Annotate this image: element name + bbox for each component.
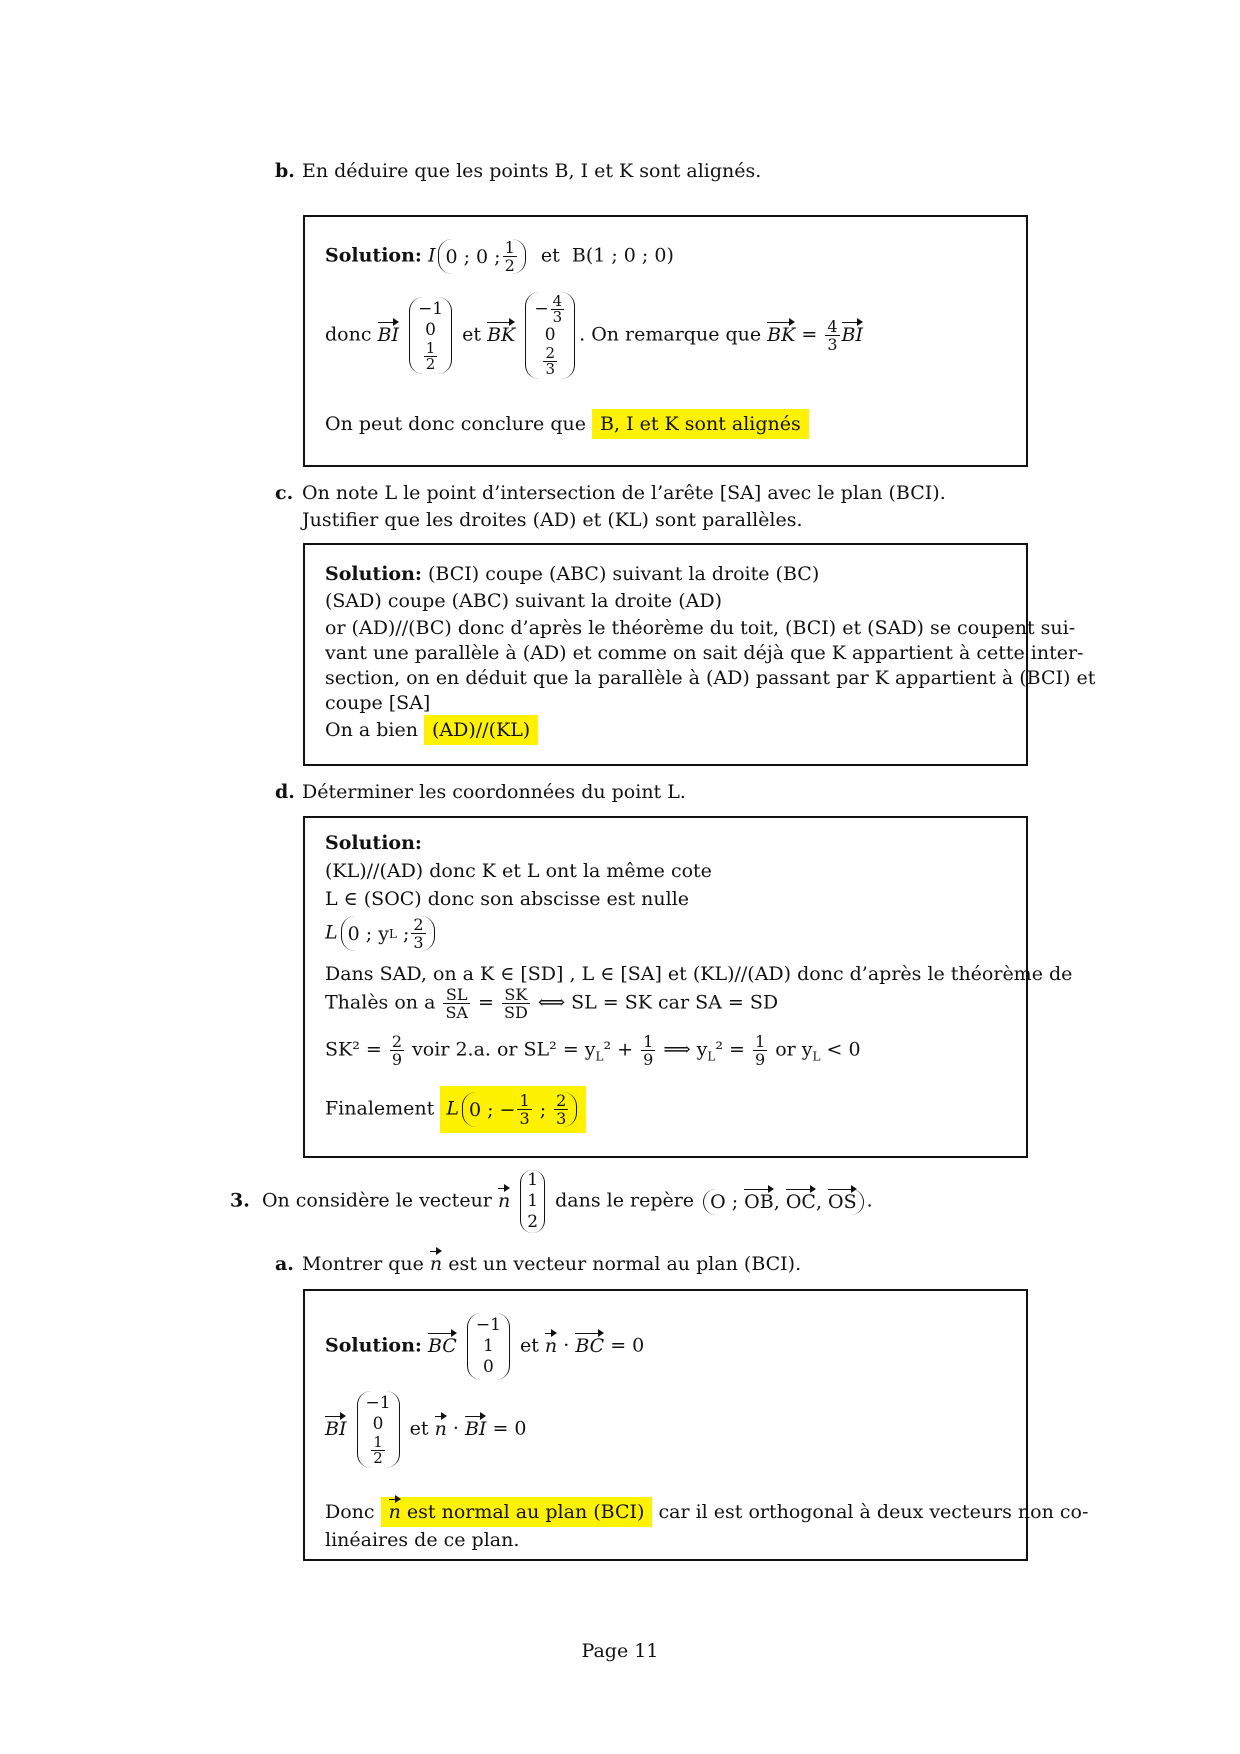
question-text-1: On note L le point d’intersection de l’arête [SA] avec le plan (BCI). — [302, 482, 946, 504]
solution-b-line3: On peut donc conclure que B, I et K sont alignés — [325, 413, 809, 435]
frame: O ; OB , OC , OS — [703, 1189, 864, 1215]
highlight-conclusion: B, I et K sont alignés — [592, 409, 809, 439]
vector-bc: BC — [427, 1334, 457, 1357]
solution-label: Solution: — [325, 832, 422, 854]
question-label: d. — [275, 781, 295, 803]
vector-bk: BK — [487, 323, 516, 346]
highlight-conclusion: L 0 ; − $\frac{1}{3}$ ; $\frac{2}{3}$ — [440, 1086, 586, 1133]
point-i: I — [427, 244, 436, 267]
coords-i: 0 ; 0 ; $\frac{1}{2}$ — [438, 239, 525, 274]
solution-label: Solution: — [325, 563, 422, 585]
solution-box-c: Solution: (BCI) coupe (ABC) suivant la droite (BC) (SAD) coupe (ABC) suivant la droite (AD) or (AD)//(BC) donc d’après le théorème du toit, (BCI) et (SAD) se coupent sui- vant une parallèle à (AD) et comme on sait déjà que K appartient à cette inter- section, on en déduit que la parallèle à (AD) passant par K appartient à (BCI) et coupe [SA] On a bien (AD)//(KL) — [303, 543, 1028, 766]
highlight-conclusion: n est normal au plan (BCI) — [381, 1497, 653, 1527]
vector-n: n — [497, 1189, 511, 1212]
question-label: b. — [275, 160, 295, 182]
solution-box-b — [303, 215, 1028, 467]
point-b-coords: B(1 ; 0 ; 0) — [571, 244, 674, 267]
question-label: 3. — [230, 1189, 250, 1212]
solution-b-line1: Solution: I 0 ; 0 ; $\frac{1}{2}$ et B(1 ; 0 ; 0) — [325, 238, 674, 275]
question-3: 3. On considère le vecteur n 1 1 2 dans le repère O ; OB , OC , OS . — [230, 1170, 873, 1232]
solution-b-line2: donc BI −1 0 $\frac{1}{2}$ et BK − $\frac{4}{3}$ 0 $\frac{2}{3}$ . On remarque que BK = $\frac{4}{3}$ BI — [325, 292, 863, 378]
column-bk: − $\frac{4}{3}$ 0 $\frac{2}{3}$ — [525, 292, 575, 379]
question-text-2: Justifier que les droites (AD) et (KL) sont parallèles. — [302, 509, 803, 531]
question-text: Déterminer les coordonnées du point L. — [302, 781, 686, 803]
vector-bi: BI — [377, 323, 399, 346]
solution-label: Solution: — [325, 1334, 422, 1357]
column-n: 1 1 2 — [520, 1170, 545, 1233]
vector-n: n — [429, 1253, 443, 1275]
highlight-conclusion: (AD)//(KL) — [424, 715, 538, 745]
vector-bi: BI — [325, 1417, 347, 1440]
question-text: En déduire que les points B, I et K sont alignés. — [302, 160, 762, 182]
question-label: a. — [275, 1253, 294, 1275]
solution-box-d: Solution: (KL)//(AD) donc K et L ont la même cote L ∈ (SOC) donc son abscisse est nulle L 0 ; y L ; $\frac{2}{3}$ Dans SAD, on a K ∈ [SD] , L ∈ [SA] et (KL)//(AD) donc d’après le théorème de Thalès on a $\frac{SL}{SA}$ = $\frac{SK}{SD}$ ⟺ SL = SK car SA = SD SK² = $\frac{2}{9}$ voir 2.a. or $SL^2 = y_L^2$ + $\frac{1}{9}$ ⟹ $y_L^2$ = $\frac{1}{9}$ or $y_L < 0$ Finalement L 0 ; − $\frac{1}{3}$ ; $\frac{2}{3}$ — [303, 816, 1028, 1158]
column-bi: −1 0 $\frac{1}{2}$ — [409, 297, 452, 374]
question-label: c. — [275, 482, 294, 504]
page-number: Page 11 — [581, 1640, 659, 1662]
solution-label: Solution: — [325, 244, 422, 267]
solution-box-3a: Solution: BC −1 1 0 et n · BC = 0 BI −1 0 $\frac{1}{2}$ et n · BI = 0 Donc n est normal au plan (BCI) car il est orthogonal à deux vecteurs non co- linéaires de ce plan. — [303, 1289, 1028, 1561]
column-bc: −1 1 0 — [467, 1313, 510, 1380]
column-bi: −1 0 $\frac{1}{2}$ — [357, 1391, 400, 1468]
